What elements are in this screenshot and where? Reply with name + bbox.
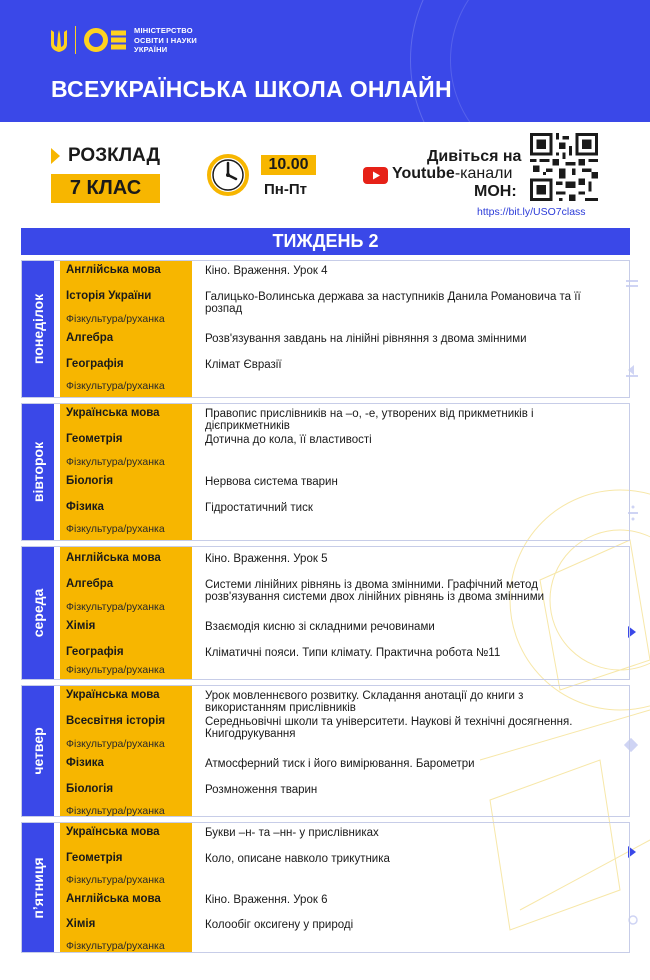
lesson-topic: Атмосферний тиск і його вимірювання. Барометри [205,758,475,770]
subject-name: Хімія [66,620,96,632]
day-block [21,403,630,541]
youtube-icon [363,167,388,184]
lesson-topic: Кіно. Враження. Урок 6 [205,894,328,906]
day-label [22,686,54,816]
lesson-topic: Колообіг оксигену у природі [205,919,354,931]
subject-column [60,547,192,679]
day-name: вівторок [30,441,46,503]
day-name: понеділок [30,293,46,365]
pe-subject: Фізкультура/руханка [66,313,165,325]
pe-subject: Фізкультура/руханка [66,664,165,676]
lesson-topic: Кіно. Враження. Урок 5 [205,553,328,565]
channel-link[interactable]: https://bit.ly/USO7class [477,206,586,218]
subject-name: Історія України [66,290,152,302]
mon-label: МОН: [474,183,517,200]
subject-name: Англійська мова [66,552,161,564]
pe-subject: Фізкультура/руханка [66,738,165,750]
week-title: ТИЖДЕНЬ 2 [21,228,630,255]
watch-text: Дивіться на [427,148,522,165]
subject-name: Геометрія [66,852,123,864]
lesson-topic: Нервова система тварин [205,476,338,488]
lesson-topic: Кіно. Враження. Урок 4 [205,265,328,277]
class-badge: 7 КЛАС [51,174,160,203]
lesson-topic: Урок мовленнєвого розвитку. Складання анотації до книги з використанням прислівників [205,690,524,714]
subject-name: Біологія [66,475,114,487]
schedule-arrow-icon [51,148,60,164]
header-banner [0,0,650,122]
header-decoration [450,0,650,122]
day-block [21,822,630,953]
ministry-name: МІНІСТЕРСТВО ОСВІТИ І НАУКИ УКРАЇНИ [134,26,197,54]
pe-subject: Фізкультура/руханка [66,601,165,613]
subject-name: Біологія [66,783,114,795]
lesson-topic: Розв'язування завдань на лінійні рівняння з двома змінними [205,333,527,345]
day-name: четвер [30,727,46,775]
pe-subject: Фізкультура/руханка [66,380,165,392]
lesson-topic: Дотична до кола, її властивості [205,434,372,446]
subject-name: Українська мова [66,826,160,838]
subject-name: Англійська мова [66,893,161,905]
time-badge: 10.00 [261,155,316,175]
pe-subject: Фізкультура/руханка [66,805,165,817]
day-label [22,547,54,679]
lesson-topic: Кліматичні пояси. Типи клімату. Практична робота №11 [205,647,501,659]
day-block [21,685,630,817]
lesson-topic: Розмноження тварин [205,784,318,796]
lesson-topic: Клімат Євразії [205,359,282,371]
day-label [22,404,54,540]
pe-subject: Фізкультура/руханка [66,456,165,468]
page-title: ВСЕУКРАЇНСЬКА ШКОЛА ОНЛАЙН [51,76,452,102]
schedule-label: РОЗКЛАД [68,145,160,166]
lesson-topic: Коло, описане навколо трикутника [205,853,390,865]
qr-code-icon[interactable] [530,133,598,201]
day-label [22,261,54,397]
lesson-topic: Букви –н- та –нн- у прислівниках [205,827,379,839]
subject-column [60,261,192,397]
youtube-channels-text: Youtube-канали [392,165,513,182]
logo-divider [75,26,76,54]
day-name: пʼятниця [30,856,46,919]
subject-name: Фізика [66,757,104,769]
subject-name: Географія [66,358,124,370]
days-label: Пн-Пт [264,181,307,198]
subject-name: Фізика [66,501,104,513]
mon-logo-icon [83,27,129,53]
subject-column [60,404,192,540]
subject-name: Англійська мова [66,264,161,276]
lesson-topic: Середньовічні школи та університети. Наукові й технічні досягнення. Книгодрукування [205,716,573,740]
clock-icon [205,152,251,198]
lesson-topic: Галицько-Волинська держава за наступників Данила Романовича та її розпад [205,291,581,315]
subject-name: Українська мова [66,689,160,701]
subject-name: Геометрія [66,433,123,445]
subject-name: Алгебра [66,578,114,590]
subject-name: Українська мова [66,407,160,419]
subject-column [60,686,192,816]
lesson-topic: Взаємодія кисню зі складними речовинами [205,621,435,633]
subject-name: Хімія [66,918,96,930]
lesson-topic: Правопис прислівників на –о, -е, утворених від прикметників і дієприкметників [205,408,534,432]
day-block [21,546,630,680]
subject-name: Всесвітня історія [66,715,166,727]
trident-icon [49,28,69,54]
day-name: середа [30,588,46,638]
subject-name: Географія [66,646,124,658]
pe-subject: Фізкультура/руханка [66,874,165,886]
lesson-topic: Гідростатичний тиск [205,502,313,514]
pe-subject: Фізкультура/руханка [66,940,165,952]
subject-column [60,823,192,952]
lesson-topic: Системи лінійних рівнянь із двома змінними. Графічний метод розв'язування системи двох лінійних рівнянь із двома змінними [205,579,545,603]
pe-subject: Фізкультура/руханка [66,523,165,535]
day-label [22,823,54,952]
subject-name: Алгебра [66,332,114,344]
day-block [21,260,630,398]
